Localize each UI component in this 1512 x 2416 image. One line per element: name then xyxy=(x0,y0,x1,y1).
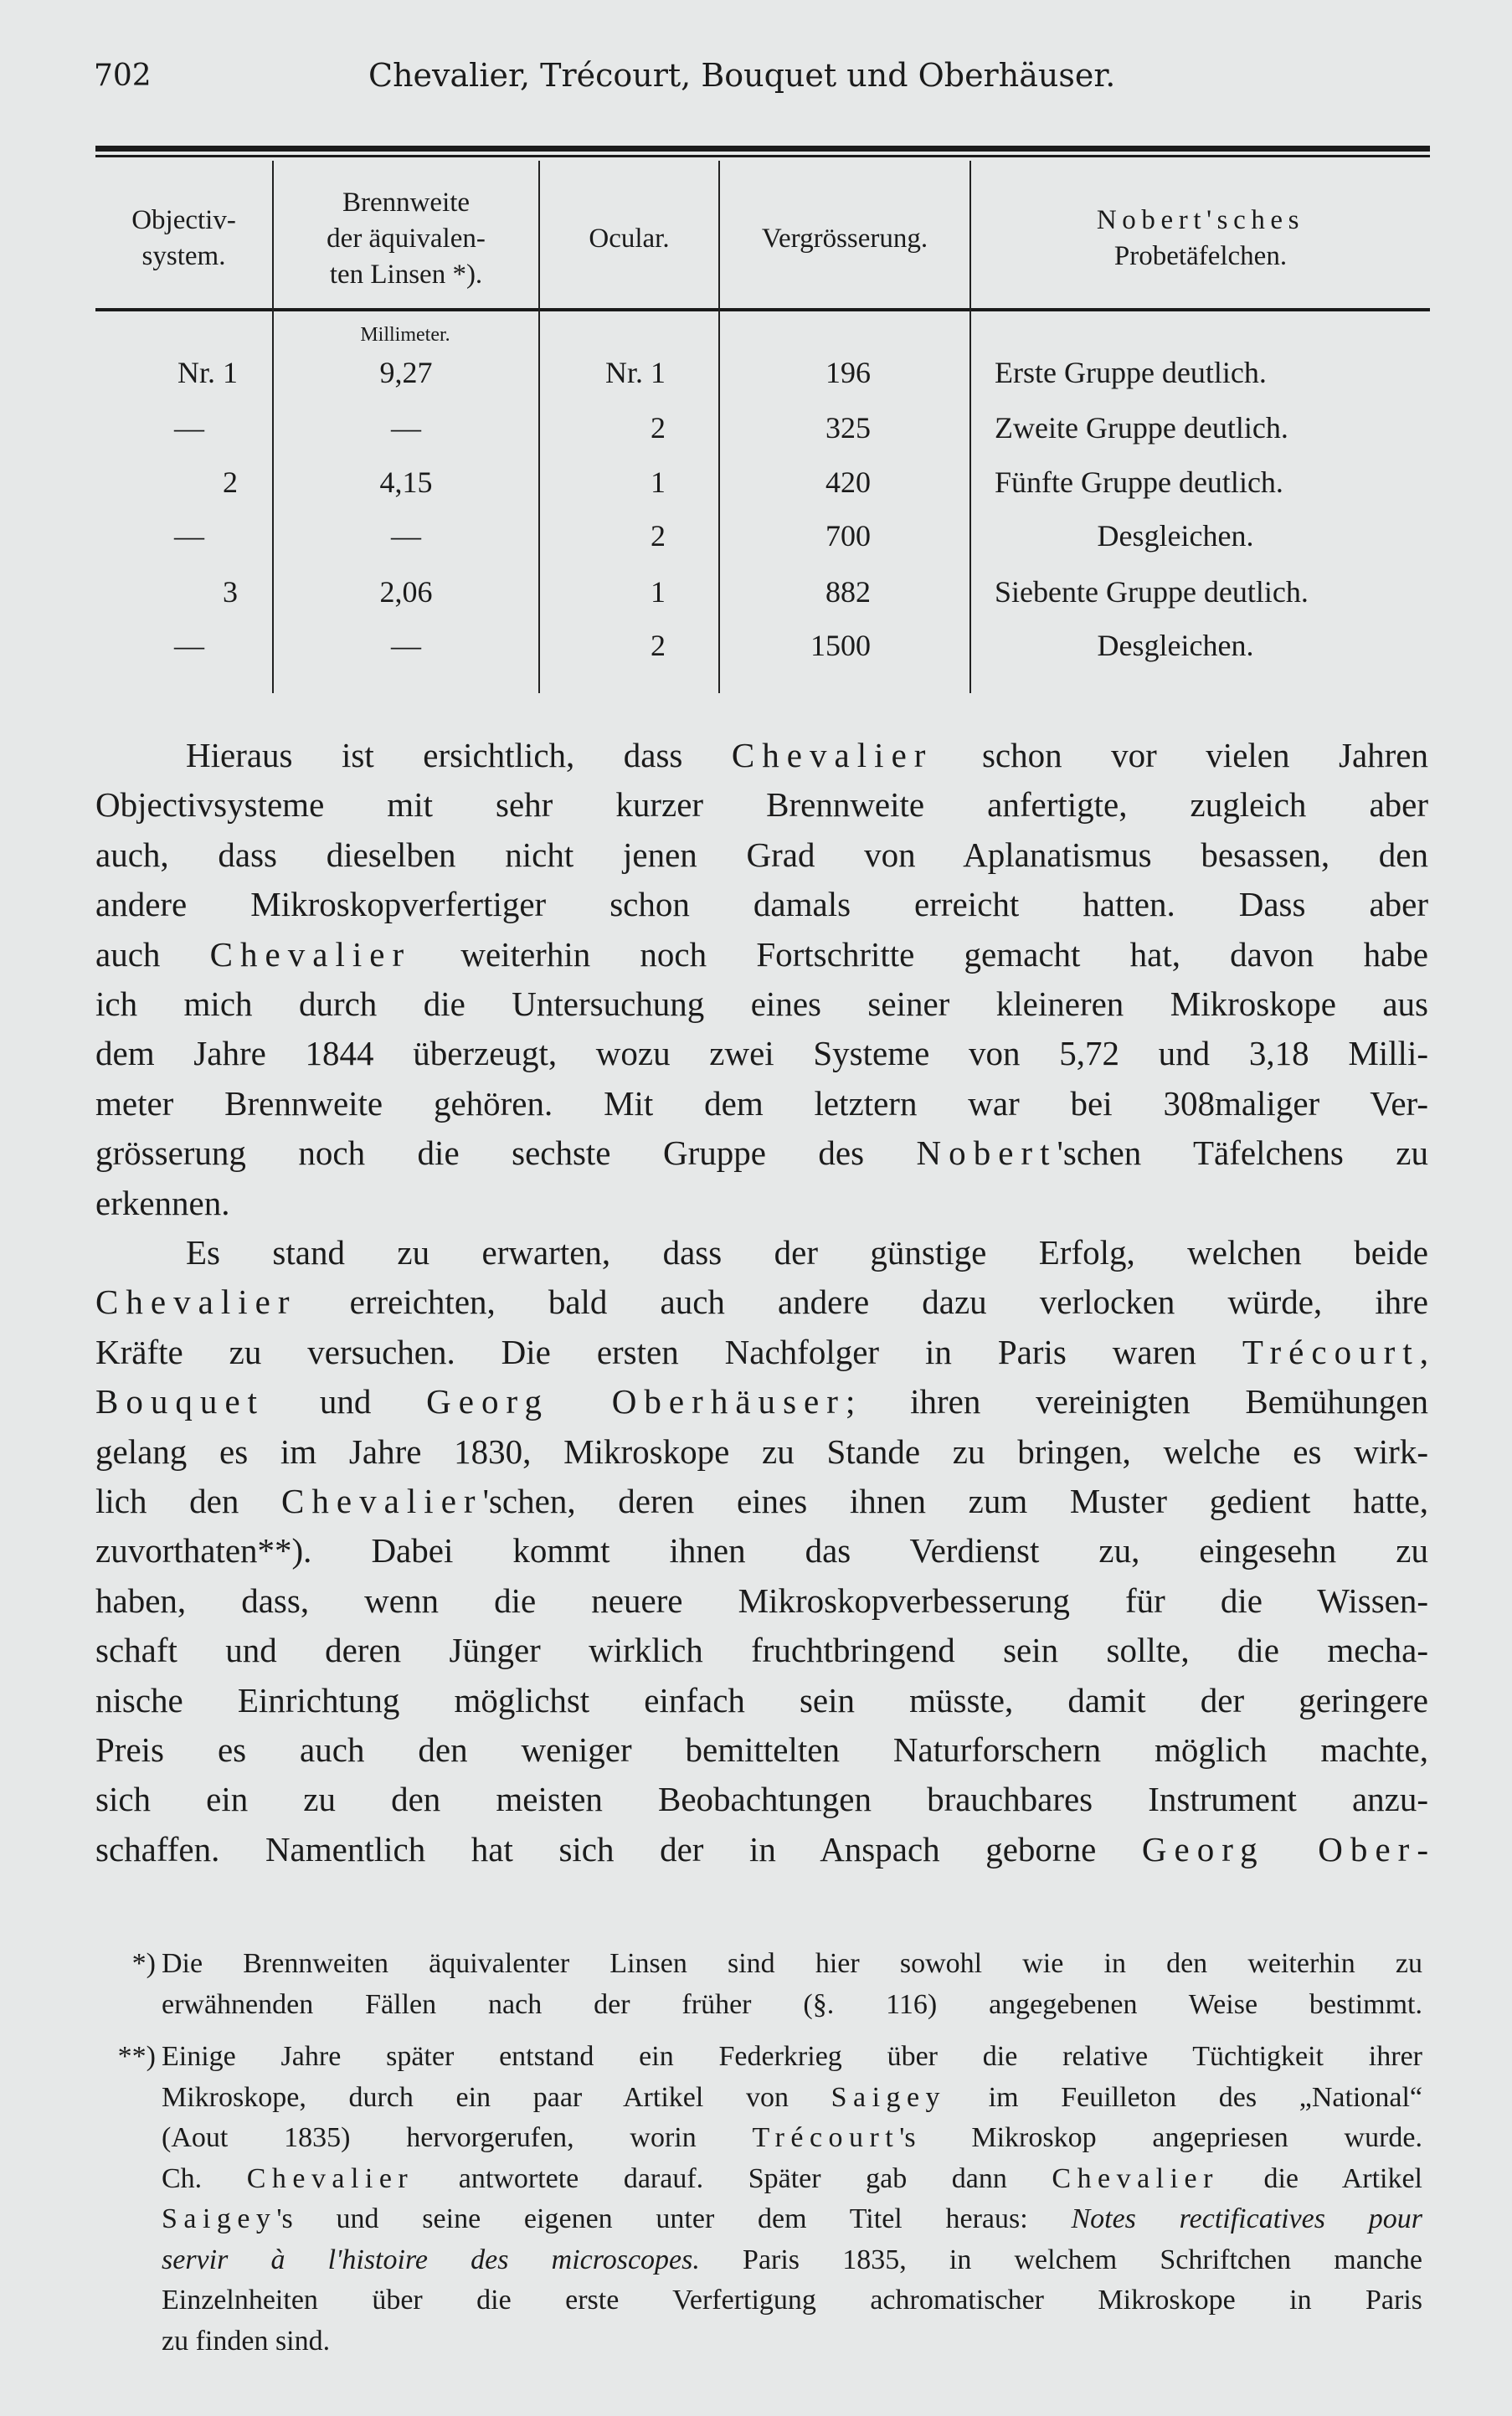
text-run: meter Brennweite gehören. Mit dem letztern war bei 308maliger Ver- xyxy=(95,1083,1428,1123)
objective-cell: Nr. 1 xyxy=(177,356,238,389)
text-line xyxy=(162,2160,1422,2198)
text-run: schon vor vielen Jahren xyxy=(933,736,1428,774)
spaced-name: Trécourt xyxy=(1242,1332,1420,1371)
text-run: 'schen Täfelchens zu xyxy=(1057,1133,1429,1173)
italic-title: Notes rectificatives pour xyxy=(1071,2203,1422,2234)
text-line xyxy=(95,1329,1428,1375)
text-line xyxy=(95,1527,1428,1574)
text-line xyxy=(95,1180,1428,1226)
text-run: (Aout 1835) hervorgerufen, worin xyxy=(162,2122,753,2153)
text-run: und xyxy=(265,1382,427,1421)
ocular-cell: 2 xyxy=(651,519,666,553)
text-run: antwortete darauf. Später gab dann xyxy=(414,2162,1052,2194)
text-line xyxy=(95,831,1428,878)
text-line xyxy=(162,2322,1422,2361)
spaced-name: Georg Oberhäuser xyxy=(426,1382,846,1421)
text-line xyxy=(162,2038,1422,2076)
test-plate-cell: Zweite Gruppe deutlich. xyxy=(995,411,1288,445)
spaced-name: Trécourt xyxy=(752,2122,900,2153)
spaced-name: Saigey xyxy=(831,2081,947,2113)
table-header-cell xyxy=(540,172,718,306)
text-line xyxy=(186,732,1428,779)
text-run: Hieraus ist ersichtlich, dass xyxy=(186,736,732,774)
text-run: zu finden sind. xyxy=(162,2325,331,2357)
ocular-cell: 1 xyxy=(651,465,666,499)
table-top-rule-thick xyxy=(95,146,1430,152)
unit-label: Millimeter. xyxy=(360,324,450,346)
spaced-name: Saigey xyxy=(162,2203,277,2234)
text-run: zuvorthaten**). Dabei kommt ihnen das Verdienst zu, eingesehn zu xyxy=(95,1531,1428,1570)
test-plate-cell: Fünfte Gruppe deutlich. xyxy=(995,465,1283,499)
text-line xyxy=(95,931,1428,978)
text-run: 'schen, deren eines ihnen zum Muster gedient hatte, xyxy=(482,1482,1429,1520)
text-run: Objectivsysteme mit sehr kurzer Brennweite anfertigte, zugleich aber xyxy=(95,785,1428,825)
text-run: sich ein zu den meisten Beobachtungen brauchbares Instrument anzu- xyxy=(95,1780,1428,1819)
text-run: ich mich durch die Untersuchung eines seiner kleineren Mikroskope aus xyxy=(95,984,1428,1023)
spaced-name: Chevalier xyxy=(1052,2162,1219,2194)
text-run: Mikroskope, durch ein paar Artikel von xyxy=(162,2081,831,2113)
text-line xyxy=(95,1030,1428,1077)
table-header-rule xyxy=(95,308,1430,311)
table-header-cell xyxy=(971,172,1430,306)
text-run: Die Brennweiten äquivalenter Linsen sind hier sowohl wie in den weiterhin zu xyxy=(162,1948,1422,1979)
text-line xyxy=(95,1478,1428,1524)
header-text-line: Brennweite xyxy=(342,187,471,218)
objective-cell: — xyxy=(174,411,204,445)
spaced-name: Chevalier xyxy=(281,1482,483,1520)
text-line xyxy=(95,781,1428,828)
table-header-cell xyxy=(274,172,538,306)
spaced-name: Nobert xyxy=(916,1133,1057,1173)
spaced-name: Chevalier xyxy=(246,2162,414,2194)
text-run: andere Mikroskopverfertiger schon damals erreicht hatten. Dass aber xyxy=(95,885,1428,924)
footnote-marker: *) xyxy=(131,1948,156,1979)
text-run: Paris 1835, in welchem Schriftchen manche xyxy=(699,2244,1422,2275)
text-run: erwähnenden Fällen nach der früher (§. 116) angegebenen Weise bestimmt. xyxy=(162,1988,1422,2020)
text-line xyxy=(95,1080,1428,1127)
test-plate-cell: Desgleichen. xyxy=(1097,629,1254,662)
text-line xyxy=(162,2079,1422,2117)
text-line xyxy=(95,1378,1428,1425)
text-line xyxy=(95,1577,1428,1624)
text-run: auch xyxy=(95,934,210,974)
footnote-marker: **) xyxy=(117,2041,156,2072)
text-line xyxy=(95,1726,1428,1773)
text-run: 's Mikroskop angepriesen wurde. xyxy=(899,2122,1422,2153)
text-run: Preis es auch den weniger bemittelten Naturforschern möglich machte, xyxy=(95,1730,1428,1769)
text-line xyxy=(95,1278,1428,1325)
magnification-cell: 1500 xyxy=(810,629,871,662)
objective-cell: — xyxy=(174,519,204,553)
table-top-rule-thin xyxy=(95,155,1430,157)
text-run: erreichten, bald auch andere dazu verlocken würde, ihre xyxy=(296,1283,1428,1322)
header-text-line: Ocular. xyxy=(589,223,670,254)
ocular-cell: 2 xyxy=(651,411,666,445)
focal-length-cell: 9,27 xyxy=(379,356,433,389)
magnification-cell: 196 xyxy=(825,356,871,389)
magnification-cell: 325 xyxy=(825,411,871,445)
magnification-cell: 700 xyxy=(825,519,871,553)
text-line xyxy=(95,1428,1428,1475)
text-line xyxy=(95,1677,1428,1724)
text-run: ; ihren vereinigten Bemühungen xyxy=(845,1382,1428,1421)
spaced-name: Chevalier xyxy=(731,736,933,774)
text-run: - xyxy=(1417,1829,1428,1869)
text-line xyxy=(95,1129,1428,1176)
test-plate-cell: Erste Gruppe deutlich. xyxy=(995,356,1267,389)
text-run: Kräfte zu versuchen. Die ersten Nachfolger in Paris waren xyxy=(95,1332,1242,1371)
spaced-name: Bouquet xyxy=(95,1382,265,1421)
focal-length-cell: 4,15 xyxy=(379,465,433,499)
text-run: im Feuilleton des „National“ xyxy=(946,2081,1422,2113)
text-run: Ch. xyxy=(162,2162,247,2194)
header-text-line: system. xyxy=(141,241,226,271)
text-line xyxy=(162,2241,1422,2280)
text-line xyxy=(162,2200,1422,2239)
text-line xyxy=(162,2281,1422,2320)
text-run: dem Jahre 1844 überzeugt, wozu zwei Systeme von 5,72 und 3,18 Milli- xyxy=(95,1034,1428,1073)
text-run: haben, dass, wenn die neuere Mikroskopverbesserung für die Wissen- xyxy=(95,1581,1428,1620)
test-plate-cell: Desgleichen. xyxy=(1097,519,1254,553)
text-run: erkennen. xyxy=(95,1183,230,1222)
objective-cell: 2 xyxy=(223,465,238,499)
magnification-cell: 420 xyxy=(825,465,871,499)
spaced-name: Chevalier xyxy=(95,1283,297,1322)
text-run: weiterhin noch Fortschritte gemacht hat, davon habe xyxy=(411,934,1428,974)
text-line xyxy=(162,2119,1422,2157)
text-line xyxy=(95,1826,1428,1873)
spaced-name: Georg Ober xyxy=(1141,1829,1417,1869)
text-line xyxy=(95,881,1428,928)
test-plate-cell: Siebente Gruppe deutlich. xyxy=(995,575,1309,609)
ocular-cell: 1 xyxy=(651,575,666,609)
text-run: gelang es im Jahre 1830, Mikroskope zu Stande zu bringen, welche es wirk- xyxy=(95,1432,1428,1471)
text-line xyxy=(162,1945,1422,1983)
italic-title: servir à l'histoire des microscopes. xyxy=(162,2244,700,2275)
text-run: nische Einrichtung möglichst einfach sein müsste, damit der geringere xyxy=(95,1680,1428,1719)
focal-length-cell: 2,06 xyxy=(379,575,433,609)
text-line xyxy=(162,1986,1422,2024)
text-run: schaft und deren Jünger wirklich fruchtbringend sein sollte, die mecha- xyxy=(95,1631,1428,1670)
spaced-name: Chevalier xyxy=(209,934,412,974)
text-run: Einige Jahre später entstand ein Federkrieg über die relative Tüchtigkeit ihrer xyxy=(162,2041,1422,2072)
focal-length-cell: — xyxy=(391,519,421,553)
page-number: 702 xyxy=(94,59,152,93)
text-run: lich den xyxy=(95,1482,282,1520)
magnification-cell: 882 xyxy=(825,575,871,609)
header-text-line: Objectiv- xyxy=(131,205,236,235)
table-header-cell xyxy=(95,172,272,306)
text-run: grösserung noch die sechste Gruppe des xyxy=(95,1133,917,1173)
ocular-cell: Nr. 1 xyxy=(605,356,666,389)
focal-length-cell: — xyxy=(391,411,421,445)
running-title: Chevalier, Trécourt, Bouquet und Oberhäuser. xyxy=(368,57,1116,94)
text-line xyxy=(95,1627,1428,1673)
header-text-line: Nobert'sches xyxy=(1096,205,1305,235)
text-run: Einzelnheiten über die erste Verfertigung achromatischer Mikroskope in Paris xyxy=(162,2285,1422,2316)
table-header-cell xyxy=(720,172,969,306)
text-line xyxy=(95,980,1428,1027)
header-text-line: der äquivalen- xyxy=(327,223,486,254)
text-line xyxy=(95,1776,1428,1822)
text-run: die Artikel xyxy=(1218,2162,1422,2194)
text-run: 's und seine eigenen unter dem Titel heraus: xyxy=(276,2203,1072,2234)
header-text-line: Probetäfelchen. xyxy=(1113,241,1288,271)
text-run: schaffen. Namentlich hat sich der in Anspach geborne xyxy=(95,1829,1142,1869)
text-run: , xyxy=(1419,1332,1428,1371)
objective-cell: — xyxy=(174,629,204,662)
focal-length-cell: — xyxy=(391,629,421,662)
header-text-line: ten Linsen *). xyxy=(329,259,483,290)
text-line xyxy=(186,1229,1428,1276)
ocular-cell: 2 xyxy=(651,629,666,662)
objective-cell: 3 xyxy=(223,575,238,609)
text-run: auch, dass dieselben nicht jenen Grad von Aplanatismus besassen, den xyxy=(95,835,1428,874)
header-text-line: Vergrösserung. xyxy=(761,223,928,254)
text-run: Es stand zu erwarten, dass der günstige Erfolg, welchen beide xyxy=(186,1233,1428,1272)
